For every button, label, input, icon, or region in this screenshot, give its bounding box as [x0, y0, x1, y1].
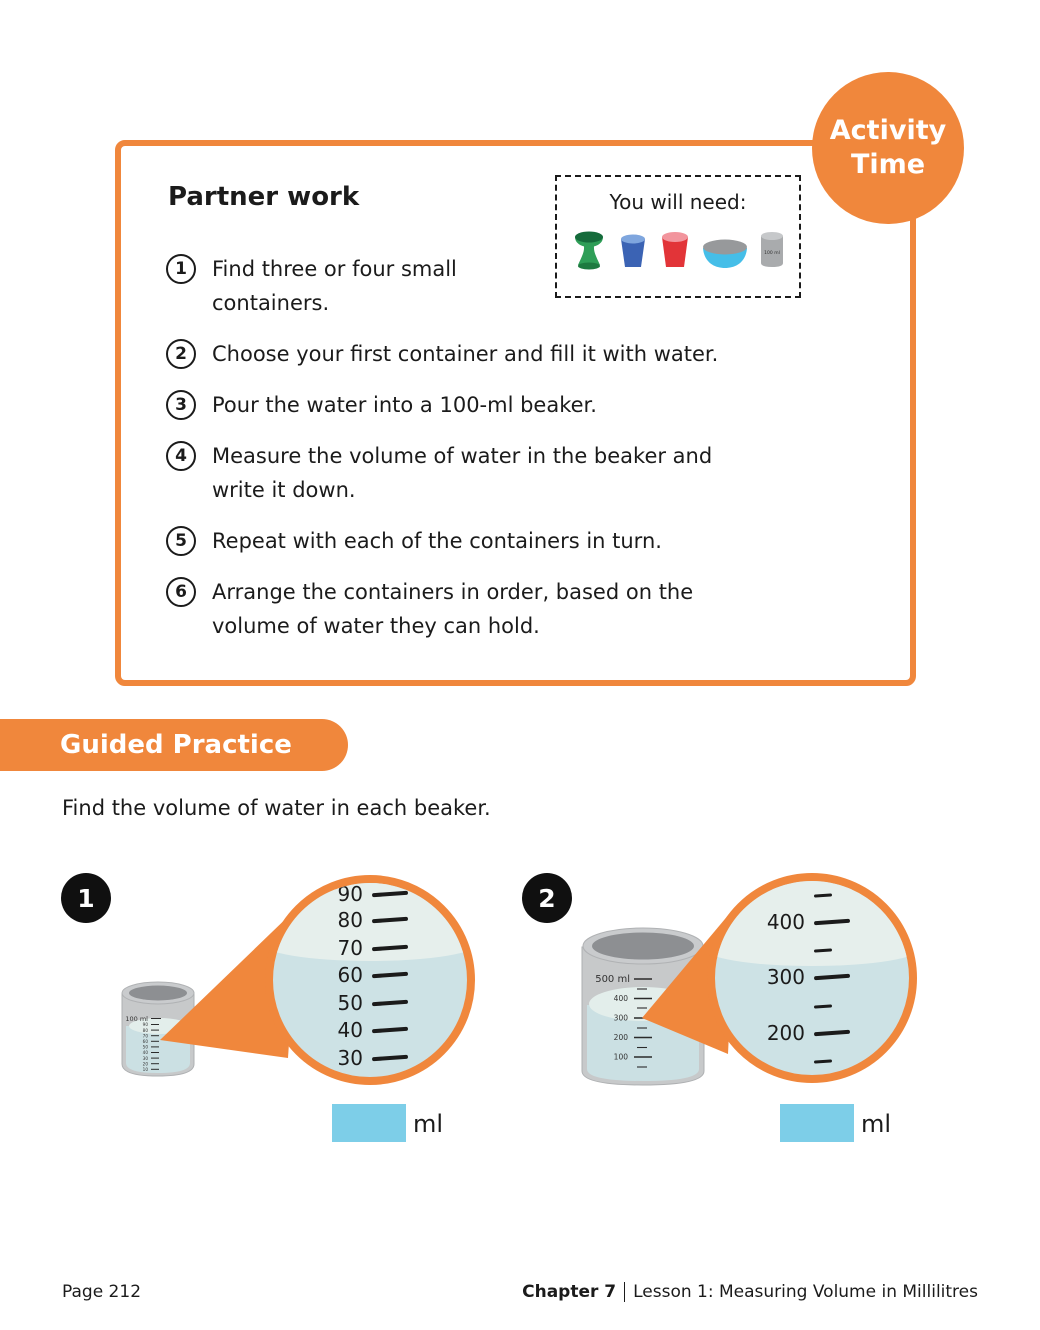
- beaker-1-tick: 30: [142, 1055, 148, 1061]
- tick-mark: [814, 1030, 850, 1036]
- activity-badge-line2: Time: [850, 149, 926, 180]
- step-3-number: 3: [166, 390, 196, 420]
- step-4-number: 4: [166, 441, 196, 471]
- beaker-1-tick: 80: [142, 1027, 148, 1033]
- step-5-text: Repeat with each of the containers in turn.: [212, 529, 662, 553]
- exercise-2-unit-label: ml: [861, 1110, 892, 1138]
- step-3: [166, 388, 766, 422]
- tick-mark: [814, 948, 832, 952]
- step-1: [166, 252, 766, 320]
- beaker-1-tick: 90: [142, 1022, 148, 1028]
- mag-1-label: 90: [337, 882, 363, 906]
- step-2-text: Choose your first container and fill it with water.: [212, 342, 719, 366]
- step-1-text: Find three or four small containers.: [212, 257, 457, 315]
- mag-1-label: 70: [337, 936, 363, 960]
- can-capacity-label: 100 ml: [764, 251, 780, 256]
- mag-2-label: 300: [766, 965, 805, 989]
- activity-badge-line1: Activity: [829, 115, 947, 146]
- exercise-2-magnifier: [707, 873, 917, 1083]
- step-4: [166, 439, 766, 507]
- tick-mark: [372, 1055, 408, 1061]
- step-2: [166, 337, 766, 371]
- exercise-1: [50, 862, 530, 1157]
- step-6: [166, 575, 766, 643]
- footer-chapter-lesson: [522, 1282, 978, 1302]
- partner-work-steps: [166, 252, 766, 660]
- exercise-1-unit-label: ml: [413, 1110, 444, 1138]
- step-3-text: Pour the water into a 100-ml beaker.: [212, 393, 597, 417]
- step-6-number: 6: [166, 577, 196, 607]
- step-5-number: 5: [166, 526, 196, 556]
- mag-1-label: 80: [337, 908, 363, 932]
- beaker-2-tick: 100: [613, 1052, 628, 1062]
- mag-1-label: 30: [337, 1046, 363, 1070]
- exercise-2-number-badge: 2: [522, 873, 572, 923]
- step-1-number: 1: [166, 254, 196, 284]
- mag-1-label: 40: [337, 1018, 363, 1042]
- beaker-1-tick: 10: [142, 1067, 148, 1072]
- beaker-2-tick: 400: [613, 994, 628, 1003]
- activity-time-badge: [812, 72, 964, 224]
- guided-practice-banner: Guided Practice: [0, 719, 348, 771]
- beaker-1-tick: 60: [142, 1039, 148, 1044]
- tick-mark: [372, 945, 408, 951]
- tick-mark: [372, 891, 408, 897]
- beaker-1-tick: 40: [142, 1050, 148, 1056]
- beaker-1-tick: 50: [142, 1044, 148, 1050]
- tick-mark: [814, 893, 832, 897]
- exercise-1-number-badge: 1: [61, 873, 111, 923]
- partner-work-heading: Partner work: [168, 182, 360, 212]
- you-will-need-title: You will need:: [609, 190, 747, 214]
- beaker-2-tick: 300: [613, 1013, 628, 1023]
- beaker-1-tick: 70: [142, 1033, 148, 1039]
- mag-2-label: 400: [766, 910, 805, 934]
- exercise-2: [520, 862, 1000, 1157]
- exercise-1-answer-box[interactable]: [332, 1104, 406, 1142]
- beaker-2-capacity: 500 ml: [595, 974, 630, 985]
- tick-mark: [372, 917, 408, 923]
- exercise-2-answer-box[interactable]: [780, 1104, 854, 1142]
- tick-mark: [372, 1027, 408, 1033]
- guided-practice-instruction: Find the volume of water in each beaker.: [62, 796, 491, 820]
- tick-mark: [814, 919, 850, 925]
- footer-page-number: Page 212: [62, 1282, 142, 1302]
- footer-lesson: Lesson 1: Measuring Volume in Millilitres: [633, 1282, 978, 1302]
- tick-mark: [372, 1000, 408, 1006]
- exercise-1-magnifier: [265, 875, 475, 1085]
- mag-1-label: 50: [337, 991, 363, 1015]
- beaker-1-tick: 20: [142, 1061, 148, 1067]
- beaker-2-tick: 200: [613, 1033, 628, 1042]
- footer-chapter: Chapter 7: [522, 1282, 617, 1302]
- tick-mark: [814, 1059, 832, 1063]
- step-4-text: Measure the volume of water in the beaker and write it down.: [212, 444, 713, 502]
- tick-mark: [814, 974, 850, 980]
- beaker-1-capacity: 100 ml: [125, 1015, 148, 1023]
- mag-2-label: 200: [766, 1021, 805, 1045]
- footer-separator: [624, 1282, 625, 1302]
- step-6-text: Arrange the containers in order, based on the volume of water they can hold.: [212, 580, 694, 638]
- mag-1-label: 60: [337, 963, 363, 987]
- tick-mark: [372, 972, 408, 978]
- tick-mark: [814, 1004, 832, 1008]
- step-5: [166, 524, 766, 558]
- step-2-number: 2: [166, 339, 196, 369]
